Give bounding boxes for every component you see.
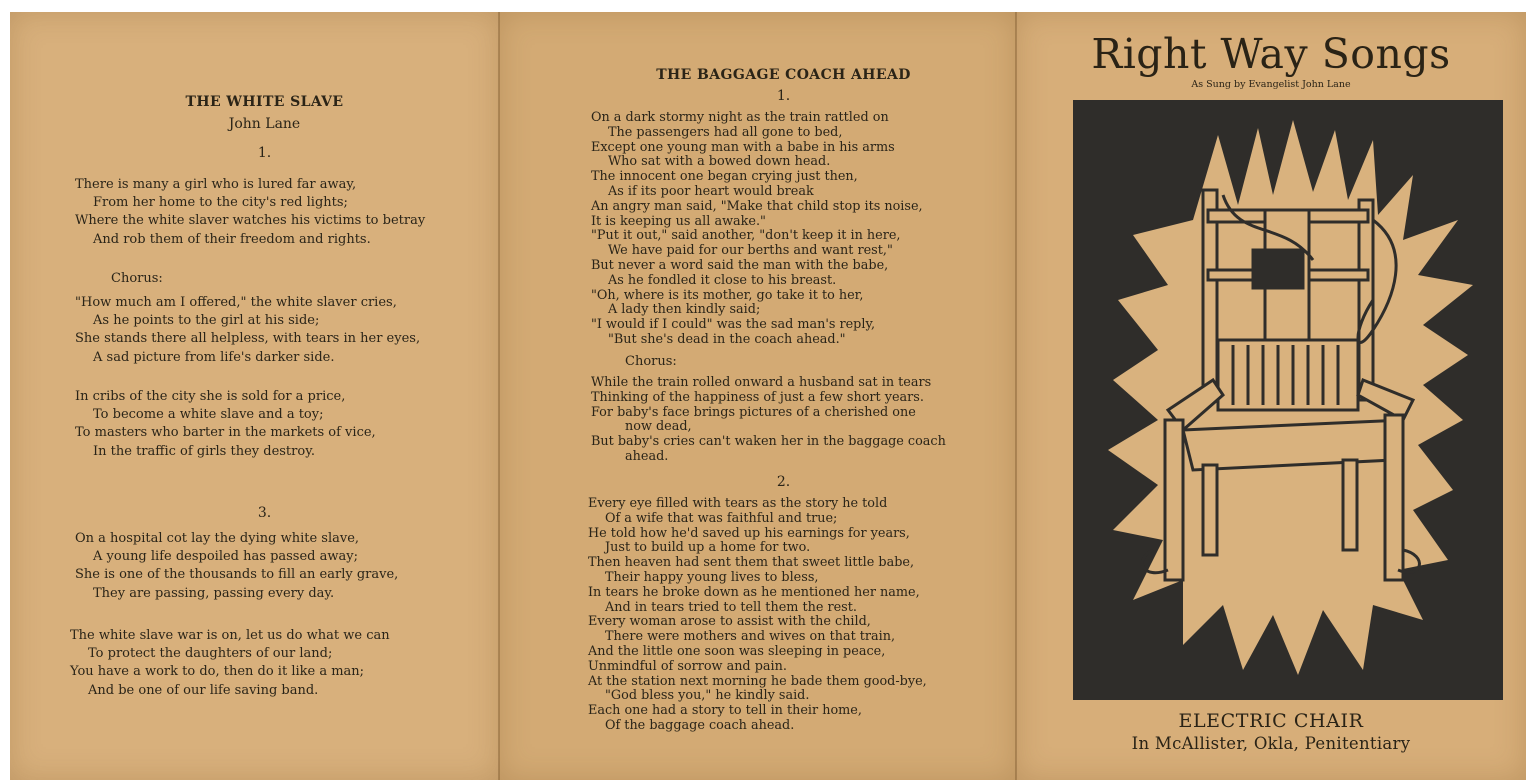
lyric-line: As if its poor heart would break bbox=[608, 183, 814, 199]
lyric-line: Thinking of the happiness of just a few short years. bbox=[591, 389, 924, 405]
verse-number-1: 1. bbox=[776, 88, 791, 104]
lyric-line: The innocent one began crying just then, bbox=[591, 169, 858, 185]
lyric-line: From her home to the city's red lights; bbox=[93, 195, 348, 211]
verse-number-2: 2. bbox=[776, 474, 791, 490]
white-slave-verse-4 bbox=[70, 627, 390, 700]
baggage-coach-verse-1 bbox=[591, 111, 923, 348]
song-title-baggage-coach: THE BAGGAGE COACH AHEAD bbox=[656, 67, 911, 83]
lyric-line: Every woman arose to assist with the child, bbox=[588, 614, 871, 630]
cover-title: Right Way Songs bbox=[1091, 30, 1451, 78]
lyric-line: As he fondled it close to his breast. bbox=[608, 272, 837, 288]
chair-seat bbox=[1183, 420, 1403, 470]
song-title-white-slave: THE WHITE SLAVE bbox=[185, 94, 344, 110]
lyric-line: A sad picture from life's darker side. bbox=[93, 349, 335, 365]
chair-front-leg bbox=[1165, 420, 1183, 580]
lyric-line: While the train rolled onward a husband sat in tears bbox=[591, 375, 932, 390]
lyric-line: To masters who barter in the markets of vice, bbox=[75, 425, 376, 441]
chair-head-strap bbox=[1253, 250, 1303, 288]
lyric-line: At the station next morning he bade them good-bye, bbox=[588, 673, 927, 689]
verse-number-1: 1. bbox=[257, 145, 272, 161]
lyric-line: Of the baggage coach ahead. bbox=[605, 717, 795, 733]
baggage-coach-verse-2 bbox=[588, 497, 927, 734]
lyric-line: She stands there all helpless, with tears in her eyes, bbox=[75, 331, 421, 347]
lyric-line: "I would if I could" was the sad man's reply, bbox=[591, 317, 876, 333]
white-slave-verse-1 bbox=[75, 176, 425, 249]
lyric-line: To protect the daughters of our land; bbox=[88, 646, 333, 662]
lyric-line: It is keeping us all awake." bbox=[591, 213, 766, 229]
lyric-line: But never a word said the man with the babe, bbox=[591, 257, 889, 273]
chair-rear-leg bbox=[1343, 460, 1357, 550]
chair-front-leg bbox=[1385, 415, 1403, 580]
cover-caption-location: In McAllister, Okla, Penitentiary bbox=[1131, 734, 1411, 753]
fold-crease-right bbox=[1015, 12, 1017, 780]
lyric-line: now dead, bbox=[625, 419, 692, 435]
lyric-line: She is one of the thousands to fill an early grave, bbox=[75, 567, 399, 583]
lyric-line: And in tears tried to tell them the rest. bbox=[605, 599, 857, 615]
lyric-line: An angry man said, "Make that child stop its noise, bbox=[591, 198, 923, 214]
lyric-line: On a hospital cot lay the dying white slave, bbox=[75, 531, 360, 546]
lyric-line: The white slave war is on, let us do what we can bbox=[70, 628, 390, 643]
lyric-line: And the little one soon was sleeping in peace, bbox=[588, 643, 886, 659]
lyric-line: And be one of our life saving band. bbox=[88, 682, 319, 698]
chorus-label: Chorus: bbox=[111, 271, 163, 286]
song-author: John Lane bbox=[228, 116, 301, 132]
electric-chair-woodcut bbox=[1073, 100, 1503, 700]
lyric-line: Each one had a story to tell in their home, bbox=[588, 703, 862, 719]
lyric-line: A lady then kindly said; bbox=[608, 302, 761, 318]
lyric-line: Just to build up a home for two. bbox=[605, 540, 811, 556]
lyric-line: There were mothers and wives on that train, bbox=[605, 629, 896, 645]
baggage-coach-chorus bbox=[591, 376, 946, 465]
lyric-line: For baby's face brings pictures of a cherished one bbox=[591, 404, 916, 420]
verse-number-3: 3. bbox=[257, 505, 272, 521]
lyric-line: In cribs of the city she is sold for a price, bbox=[75, 389, 346, 404]
lyric-line: He told how he'd saved up his earnings for years, bbox=[588, 525, 910, 541]
lyric-line: But baby's cries can't waken her in the baggage coach bbox=[591, 434, 946, 450]
lyric-line: To become a white slave and a toy; bbox=[93, 407, 324, 423]
lyric-line: And rob them of their freedom and rights. bbox=[93, 231, 371, 247]
lyric-line: They are passing, passing every day. bbox=[93, 585, 335, 601]
lyric-line: There is many a girl who is lured far away, bbox=[75, 177, 357, 192]
lyric-line: "Oh, where is its mother, go take it to her, bbox=[591, 287, 864, 303]
lyric-line: A young life despoiled has passed away; bbox=[93, 549, 358, 565]
chair-rear-leg bbox=[1203, 465, 1217, 555]
lyric-line: Then heaven had sent them that sweet little babe, bbox=[588, 555, 915, 571]
white-slave-chorus bbox=[75, 294, 420, 367]
chair-back-post bbox=[1359, 200, 1373, 400]
lyric-line: Where the white slaver watches his victims to betray bbox=[75, 213, 426, 229]
lyric-line: Their happy young lives to bless, bbox=[605, 569, 819, 585]
lyric-line: "But she's dead in the coach ahead." bbox=[608, 331, 846, 347]
lyric-line: The passengers had all gone to bed, bbox=[608, 124, 843, 140]
lyric-line: "Put it out," said another, "don't keep it in here, bbox=[591, 228, 901, 244]
lyric-line: In tears he broke down as he mentioned her name, bbox=[588, 584, 920, 600]
lyric-line: Unmindful of sorrow and pain. bbox=[588, 658, 787, 674]
lyric-line: As he points to the girl at his side; bbox=[93, 313, 320, 329]
lyric-line: You have a work to do, then do it like a man; bbox=[70, 664, 365, 680]
cover-caption-title: ELECTRIC CHAIR bbox=[1178, 710, 1364, 732]
lyric-line: Every eye filled with tears as the story he told bbox=[588, 496, 888, 511]
white-slave-verse-3 bbox=[75, 530, 398, 603]
lyric-line: ahead. bbox=[625, 448, 669, 464]
lyric-line: On a dark stormy night as the train rattled on bbox=[591, 110, 889, 125]
cover-subtitle: As Sung by Evangelist John Lane bbox=[1191, 79, 1351, 90]
white-slave-verse-2 bbox=[75, 388, 376, 461]
lyric-line: Of a wife that was faithful and true; bbox=[605, 510, 838, 526]
lyric-line: Who sat with a bowed down head. bbox=[608, 154, 831, 170]
lyric-line: We have paid for our berths and want rest," bbox=[608, 243, 893, 259]
lyric-line: In the traffic of girls they destroy. bbox=[93, 443, 315, 459]
lyric-line: Except one young man with a babe in his arms bbox=[591, 139, 895, 155]
chorus-label: Chorus: bbox=[625, 354, 677, 369]
lyric-line: "God bless you," he kindly said. bbox=[605, 688, 810, 704]
lyric-line: "How much am I offered," the white slaver cries, bbox=[75, 295, 397, 310]
